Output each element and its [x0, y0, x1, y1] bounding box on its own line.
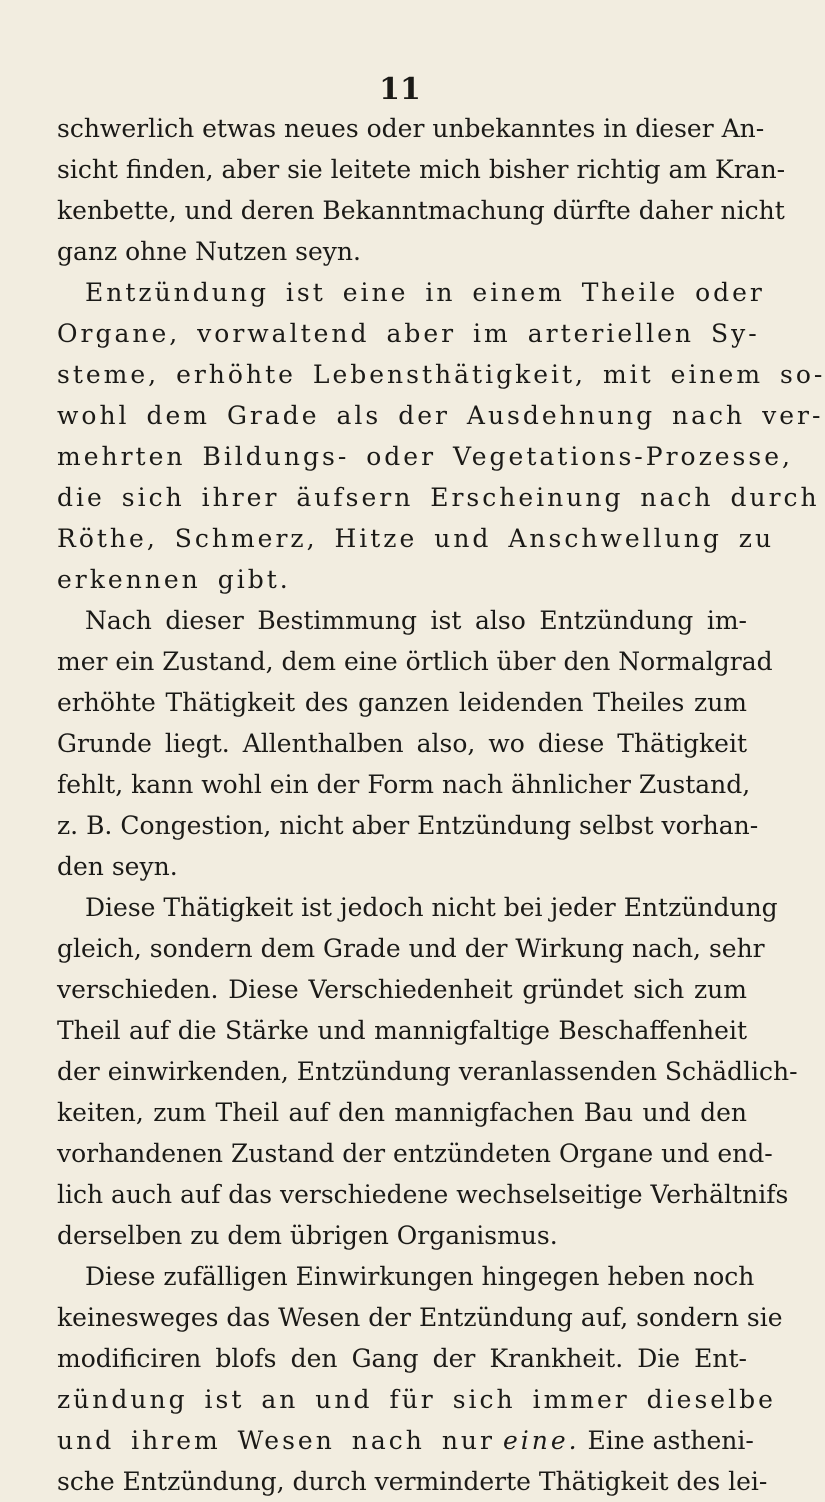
text-span: und ihrem Wesen nach nur [57, 1426, 495, 1455]
text-line: Diese Thätigkeit ist jedoch nicht bei jeder Entzündung [85, 893, 778, 922]
text-line: erkennen gibt. [57, 565, 291, 594]
text-line: verschieden. Diese Verschiedenheit gründet sich zum [57, 975, 747, 1004]
text-line: erhöhte Thätigkeit des ganzen leidenden Theiles zum [57, 688, 747, 717]
emphasis-text: eine. [502, 1426, 580, 1455]
text-line: ganz ohne Nutzen seyn. [57, 237, 361, 266]
text-line: der einwirkenden, Entzündung veranlassenden Schädlich- [57, 1057, 798, 1086]
text-line: kenbette, und deren Bekanntmachung dürfte daher nicht [57, 196, 785, 225]
text-line: Organe, vorwaltend aber im arteriellen Sy- [57, 319, 760, 348]
text-line-mixed [57, 1420, 754, 1461]
text-line: Theil auf die Stärke und mannigfaltige Beschaffenheit [57, 1016, 747, 1045]
text-line: den seyn. [57, 852, 178, 881]
text-line: steme, erhöhte Lebensthätigkeit, mit einem so- [57, 360, 825, 389]
text-line: keiten, zum Theil auf den mannigfachen Bau und den [57, 1098, 747, 1127]
text-line: zündung ist an und für sich immer dieselbe [57, 1385, 776, 1414]
text-line: Grunde liegt. Allenthalben also, wo diese Thätigkeit [57, 729, 747, 758]
text-line: z. B. Congestion, nicht aber Entzündung selbst vorhan- [57, 811, 759, 840]
text-line: lich auch auf das verschiedene wechselseitige Verhältnifs [57, 1180, 789, 1209]
text-line: schwerlich etwas neues oder unbekanntes in dieser An- [57, 114, 765, 143]
text-line: vorhandenen Zustand der entzündeten Organe und end- [57, 1139, 773, 1168]
page-number: 11 [379, 72, 421, 107]
text-line: Diese zufälligen Einwirkungen hingegen heben noch [85, 1262, 755, 1291]
text-line: Nach dieser Bestimmung ist also Entzündung im- [85, 606, 747, 635]
text-line: sicht finden, aber sie leitete mich bisher richtig am Kran- [57, 155, 786, 184]
text-line: modificiren blofs den Gang der Krankheit. Die Ent- [57, 1344, 747, 1373]
text-line: sche Entzündung, durch verminderte Thätigkeit des lei- [57, 1467, 768, 1496]
text-line: derselben zu dem übrigen Organismus. [57, 1221, 558, 1250]
text-line: gleich, sondern dem Grade und der Wirkung nach, sehr [57, 934, 765, 963]
body-text [57, 108, 825, 1502]
text-line: Entzündung ist eine in einem Theile oder [85, 278, 765, 307]
text-line: wohl dem Grade als der Ausdehnung nach ver- [57, 401, 824, 430]
text-line: keinesweges das Wesen der Entzündung auf, sondern sie [57, 1303, 783, 1332]
text-line: mehrten Bildungs- oder Vegetations-Prozesse, [57, 442, 793, 471]
text-line: mer ein Zustand, dem eine örtlich über den Normalgrad [57, 647, 773, 676]
text-line: Röthe, Schmerz, Hitze und Anschwellung zu [57, 524, 775, 553]
text-line: fehlt, kann wohl ein der Form nach ähnlicher Zustand, [57, 770, 751, 799]
text-span: Eine astheni- [579, 1426, 754, 1455]
text-line: die sich ihrer äufsern Erscheinung nach durch [57, 483, 820, 512]
